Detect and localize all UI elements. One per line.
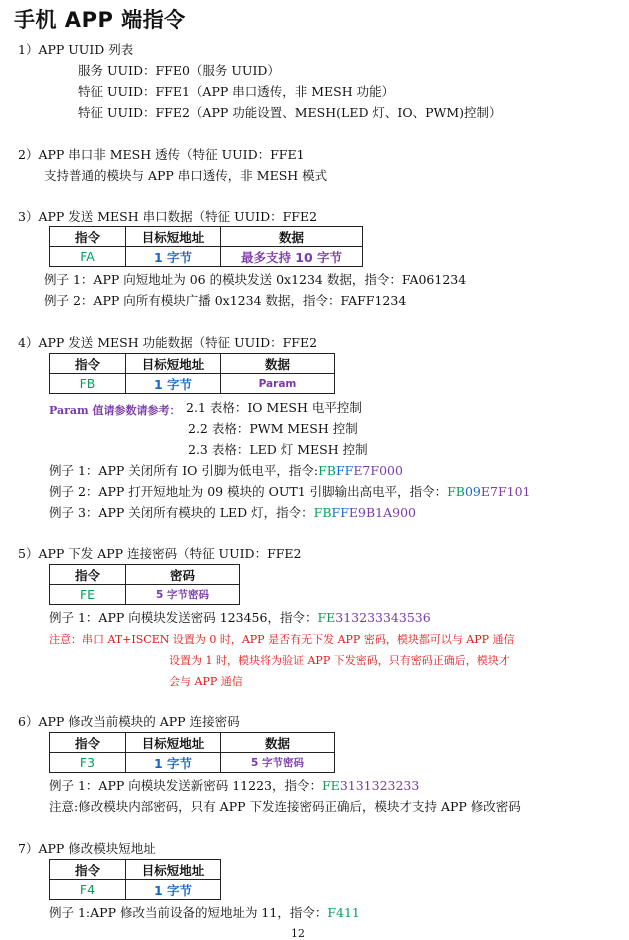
header-cmd: 指令 [50,860,126,880]
section-3-table [49,226,363,267]
header-cmd: 指令 [50,733,126,753]
section-5-example-1 [49,610,431,626]
header-addr: 目标短地址 [126,733,221,753]
section-5-heading: 5）APP 下发 APP 连接密码（特征 UUID：FFE2 [18,546,302,561]
header-data: 数据 [221,733,335,753]
example-param: E9B1A900 [348,505,416,520]
example-text: 例子 2：APP 打开短地址为 09 模块的 OUT1 引脚输出高电平，指令： [49,484,448,499]
section-7-table [49,859,221,900]
section-3-example-1: 例子 1：APP 向短地址为 06 的模块发送 0x1234 数据，指令：FA061234 [44,272,467,287]
cell-data: 5 字节密码 [221,753,335,773]
example-text: 例子 1:APP 修改当前设备的短地址为 11，指令： [49,905,328,920]
example-password: 313233343536 [335,610,431,625]
section-5-note-2: 设置为 1 时，模块将为验证 APP 下发密码，只有密码正确后，模块才 [169,654,510,667]
example-cmd: FE [322,778,340,793]
section-4-example-3 [49,505,416,521]
header-data: 数据 [221,354,335,374]
example-addr: FF [335,463,354,478]
example-cmd: FB [313,505,332,520]
header-cmd: 指令 [50,227,126,247]
cell-cmd: F4 [50,880,126,900]
example-param: E7F000 [353,463,403,478]
cell-addr: 1 字节 [126,374,221,394]
cell-data: 最多支持 10 字节 [221,247,363,267]
example-text: 例子 1：APP 向模块发送新密码 11223，指令： [49,778,322,793]
section-4-heading: 4）APP 发送 MESH 功能数据（特征 UUID：FFE2 [18,335,318,350]
section-3-example-2: 例子 2：APP 向所有模块广播 0x1234 数据，指令：FAFF1234 [44,293,407,308]
example-addr: FF [331,505,349,520]
section-7-heading: 7）APP 修改模块短地址 [18,841,156,856]
section-3-heading: 3）APP 发送 MESH 串口数据（特征 UUID：FFE2 [18,209,318,224]
example-cmd: F411 [327,905,360,920]
section-5-note-3: 会与 APP 通信 [169,675,243,688]
cell-addr: 1 字节 [126,753,221,773]
uuid-ffe1-line: 特征 UUID：FFE1（APP 串口透传，非 MESH 功能） [78,84,395,99]
cell-cmd: FA [50,247,126,267]
cell-cmd: FE [50,585,126,605]
header-password: 密码 [126,565,240,585]
example-password: 3131323233 [339,778,420,793]
section-6-heading: 6）APP 修改当前模块的 APP 连接密码 [18,714,240,729]
section-6-note: 注意:修改模块内部密码，只有 APP 下发连接密码正确后，模块才支持 APP 修改密码 [49,799,521,814]
header-data: 数据 [221,227,363,247]
cell-addr: 1 字节 [126,880,221,900]
cell-addr: 1 字节 [126,247,221,267]
section-2-desc: 支持普通的模块与 APP 串口透传，非 MESH 模式 [44,168,328,183]
page-title: 手机 APP 端指令 [14,8,186,32]
example-cmd: FB [318,463,336,478]
param-ref-2: 2.2 表格：PWM MESH 控制 [188,421,358,436]
section-4-table [49,353,335,394]
cell-password: 5 字节密码 [126,585,240,605]
section-1-heading: 1）APP UUID 列表 [18,42,134,57]
section-6-table [49,732,335,773]
param-ref-1: 2.1 表格：IO MESH 电平控制 [186,400,362,415]
example-text: 例子 3：APP 关闭所有模块的 LED 灯，指令： [49,505,314,520]
header-addr: 目标短地址 [126,227,221,247]
page-number: 12 [291,927,305,940]
example-param: E7F101 [480,484,531,499]
section-4-example-1 [49,463,403,479]
section-5-note-1: 注意：串口 AT+ISCEN 设置为 0 时，APP 是否有无下发 APP 密码，模块都可以与 APP 通信 [49,633,515,646]
example-addr: 09 [464,484,481,499]
example-text: 例子 1：APP 关闭所有 IO 引脚为低电平，指令: [49,463,319,478]
example-cmd: FE [317,610,336,625]
section-5-table [49,564,240,605]
example-text: 例子 1：APP 向模块发送密码 123456，指令： [49,610,318,625]
section-6-example-1 [49,778,419,794]
example-cmd: FB [447,484,465,499]
section-2-heading: 2）APP 串口非 MESH 透传（特征 UUID：FFE1 [18,147,305,162]
cell-cmd: FB [50,374,126,394]
param-ref-3: 2.3 表格：LED 灯 MESH 控制 [188,442,368,457]
header-cmd: 指令 [50,565,126,585]
header-addr: 目标短地址 [126,860,221,880]
cell-cmd: F3 [50,753,126,773]
uuid-ffe2-line: 特征 UUID：FFE2（APP 功能设置、MESH(LED 灯、IO、PWM)控制） [78,105,502,120]
section-4-example-2 [49,484,531,500]
header-cmd: 指令 [50,354,126,374]
uuid-service-line: 服务 UUID：FFE0（服务 UUID） [78,63,280,78]
section-7-example-1 [49,905,360,921]
param-note-label: Param 值请参数请参考： [49,404,181,417]
cell-data: Param [221,374,335,394]
header-addr: 目标短地址 [126,354,221,374]
